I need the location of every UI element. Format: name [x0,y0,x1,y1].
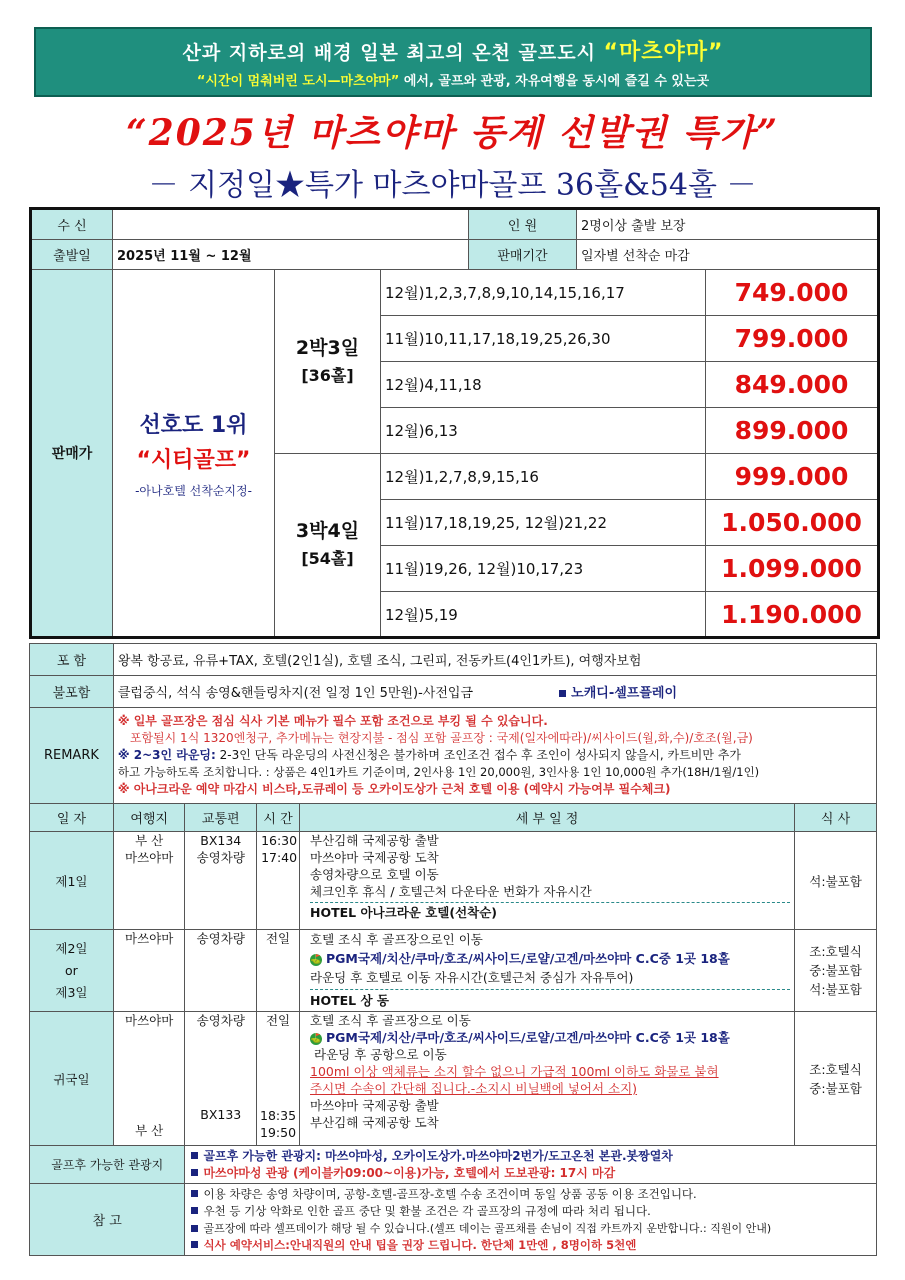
day-label: 귀국일 [30,1012,114,1146]
place: 부 산 [135,1123,164,1138]
plan-price: 1.099.000 [706,546,879,592]
bullet-icon [191,1207,198,1214]
golf-courses: PGM국제/치산/쿠마/호조/씨사이드/로얄/고겐/마쓰야마 C.C중 1곳 18홀 [326,1030,730,1045]
exclude-value [113,676,876,708]
plan-dates: 12월)5,19 [381,592,706,638]
banner-text-b: 에서, 골프와 관광, 자유여행을 동시에 즐길 수 있는곳 [399,74,710,89]
golf-hotel: -아나호텔 선착순지정- [135,483,252,498]
note-label: 참 고 [30,1184,185,1256]
bullet-icon [191,1169,198,1176]
tour-line: 골프후 가능한 관광지: 마쓰야마성, 오카이도상가.마쓰야마2번가/도고온천 본관.봇짱열차 [203,1148,673,1163]
include-value: 왕복 항공료, 유류+TAX, 호텔(2인1실), 호텔 조식, 그린피, 전동카트(4인1카트), 여행자보험 [113,644,876,676]
plan-dates: 12월)1,2,7,8,9,15,16 [381,454,706,500]
plan-price: 1.050.000 [706,500,879,546]
recipient-value [113,209,469,240]
price-table [29,207,880,639]
warning-line: 100ml 이상 액체류는 소지 할수 없으니 가급적 100ml 이하도 화물로 붙혀 [310,1064,719,1079]
plan-dates: 11월)19,26, 12월)10,17,23 [381,546,706,592]
bullet-icon [191,1190,198,1197]
plan-price: 799.000 [706,316,879,362]
transport: BX133 [200,1107,242,1122]
remark-line-title: ※ 2~3인 라운딩: [117,748,216,762]
day-label: 제1일 [30,832,114,930]
time: 16:30 [261,833,298,848]
time: 전일 [265,1013,291,1028]
detail-line: 호텔 조식 후 골프장으로인 이동 [310,932,483,947]
transport: 송영차량 [196,1013,245,1028]
bullet-icon [191,1241,198,1248]
remark-line: 포함될시 1식 1320엔청구, 추가메뉴는 현장지불 - 점심 포함 골프장 : 국제(일자에따라)/씨사이드(월,화,수)/호조(월,금) [129,731,753,745]
remark-line: ※ 일부 골프장은 점심 식사 기본 메뉴가 필수 포함 조건으로 부킹 될 수 있습니다. [117,714,548,728]
col-day: 일 자 [30,804,114,832]
detail-line: 라운딩 후 호텔로 이동 자유시간(호텔근처 중심가 자유투어) [310,970,634,985]
plan-nights: 3박4일 [295,520,360,542]
header-banner [34,27,872,97]
banner-line-1 [36,35,870,66]
plan-price: 999.000 [706,454,879,500]
place: 마쓰야마 [113,930,185,1012]
time: 전일 [257,930,300,1012]
plan-holes: [36홀] [301,365,354,385]
tour-label: 골프후 가능한 관광지 [30,1146,185,1184]
plan-holes: [54홀] [301,549,354,568]
exclude-note: 노캐디-셀프플레이 [571,686,678,701]
people-value: 2명이상 출발 보장 [577,209,879,240]
banner-slogan: “시간이 멈춰버린 도시—마츠야마” [196,74,400,89]
day-label: 제2일 [55,940,88,956]
exclude-label: 불포함 [30,676,114,708]
plan-nights: 2박3일 [295,336,360,359]
plan-3n4d [275,454,381,638]
schedule-row-day2 [30,930,877,1012]
meal: 조:호텔식 [809,944,862,959]
detail-line: 송영차량으로 호텔 이동 [310,867,439,882]
note-line: 이용 차량은 송영 차량이며, 공항-호텔-골프장-호텔 수송 조건이며 동일 상품 공동 이용 조건입니다. [203,1186,697,1201]
plan-dates: 12월)1,2,3,7,8,9,10,14,15,16,17 [381,270,706,316]
transport: 송영차량 [196,850,245,865]
plan-dates: 11월)10,11,17,18,19,25,26,30 [381,316,706,362]
time: 18:35 [260,1108,297,1123]
remark-line: 2-3인 단독 라운딩의 사전신청은 불가하며 조인조건 접수 후 조인이 성사되지 않을시, 카트비만 추가 [215,748,741,762]
depart-value: 2025년 11월 ~ 12월 [113,240,469,270]
banner-line-2 [36,70,870,89]
detail-line: 호텔 조식 후 골프장으로 이동 [310,1013,471,1028]
schedule-row-day1 [30,832,877,930]
people-label: 인 원 [469,209,577,240]
sub-title: － 지정일★특가 마츠야마골프 36홀&54홀 － [148,168,757,203]
day-label: 제3일 [55,984,88,1000]
remark-line: ※ 아나크라운 예약 마감시 비스타,도큐레이 등 오카이도상가 근처 호텔 이용 (예약시 가능여부 필수체크) [117,782,671,796]
plan-2n3d [275,270,381,454]
plan-dates: 11월)17,18,19,25, 12월)21,22 [381,500,706,546]
plan-dates: 12월)6,13 [381,408,706,454]
period-label: 판매기간 [469,240,577,270]
golf-name: “시티골프” [136,447,251,473]
include-label: 포 함 [30,644,114,676]
note-content [185,1184,877,1256]
note-line: 우천 등 기상 악화로 인한 골프 중단 및 환불 조건은 각 골프장의 규정에 따라 처리 됩니다. [203,1203,651,1218]
meal: 중:불포함 [809,1080,862,1096]
meal: 중:불포함 [809,963,862,978]
bullet-icon [191,1225,198,1232]
main-title: “2025년 마츠야마 동계 선발권 특가” [125,112,780,154]
col-transport: 교통편 [185,804,257,832]
detail-line: 부산김해 국제공항 출발 [310,833,439,848]
meal: 석:불포함 [795,832,877,930]
price-label: 판매가 [31,270,113,638]
time: 19:50 [260,1125,297,1140]
detail-table [29,643,877,1256]
transport: 송영차량 [185,930,257,1012]
remark-label: REMARK [30,708,114,804]
period-value: 일자별 선착순 마감 [577,240,879,270]
plan-dates: 12월)4,11,18 [381,362,706,408]
banner-city: “마츠야마” [603,40,724,65]
detail-line: 부산김해 국제공항 도착 [310,1115,439,1130]
note-line: 식사 예약서비스:안내직원의 안내 팁을 권장 드립니다. 한단체 1만엔 , 8명이하 5천엔 [203,1237,637,1252]
hotel-line: HOTEL 상 동 [310,989,790,1010]
schedule-row-return [30,1012,877,1146]
tour-content [185,1146,877,1184]
warning-line: 주시면 수속이 간단해 집니다.-소지시 비닐백에 넣어서 소지) [310,1081,638,1096]
meal: 조:호텔식 [809,1061,862,1077]
place: 부 산 [135,833,164,848]
day-label: or [65,962,78,978]
meal: 석:불포함 [809,982,862,997]
place: 마쓰야마 [125,1013,174,1028]
remark-content [113,708,876,804]
bullet-icon [559,690,566,697]
plan-price: 749.000 [706,270,879,316]
col-detail: 세 부 일 정 [300,804,795,832]
detail-line: 마쓰야마 국제공항 도착 [310,850,439,865]
detail-line: 체크인후 휴식 / 호텔근처 다운타운 번화가 자유시간 [310,884,592,899]
golf-rank: 선호도 1위 [139,412,248,438]
col-meal: 식 사 [795,804,877,832]
note-line: 골프장에 따라 셀프데이가 해당 될 수 있습니다.(셀프 데이는 골프채를 손님이 직접 카트까지 운반합니다.: 직원이 안내) [203,1221,772,1235]
exclude-text: 클럽중식, 석식 송영&핸들링차지(전 일정 1인 5만원)-사전입금 [117,686,474,701]
golf-courses: PGM국제/치산/쿠마/호조/씨사이드/로얄/고겐/마쓰야마 C.C중 1곳 18홀 [326,951,730,966]
remark-line: 하고 가능하도록 조치합니다. : 상품은 4인1카트 기준이며, 2인사용 1인 20,000원, 3인사용 1인 10,000원 추가(18H/1월/1인) [117,765,760,779]
golf-info [113,270,275,638]
place: 마쓰야마 [125,850,174,865]
transport: BX134 [200,833,242,848]
depart-label: 출발일 [31,240,113,270]
plan-price: 899.000 [706,408,879,454]
detail-line: 마쓰야마 국제공항 출발 [310,1098,439,1113]
plan-price: 849.000 [706,362,879,408]
col-place: 여행지 [113,804,185,832]
golf-icon: ⛳ [310,954,322,965]
recipient-label: 수 신 [31,209,113,240]
col-time: 시 간 [257,804,300,832]
tour-line: 마쓰야마성 관광 (케이블카09:00~이용)가능, 호텔에서 도보관광: 17시 마감 [203,1165,616,1180]
golf-icon: ⛳ [310,1033,322,1044]
detail-line: 라운딩 후 공항으로 이동 [314,1047,447,1062]
plan-price: 1.190.000 [706,592,879,638]
hotel-line: HOTEL 아나크라운 호텔(선착순) [310,902,790,921]
bullet-icon [191,1152,198,1159]
banner-text-a: 산과 지하로의 배경 일본 최고의 온천 골프도시 [182,42,604,64]
time: 17:40 [261,850,298,865]
